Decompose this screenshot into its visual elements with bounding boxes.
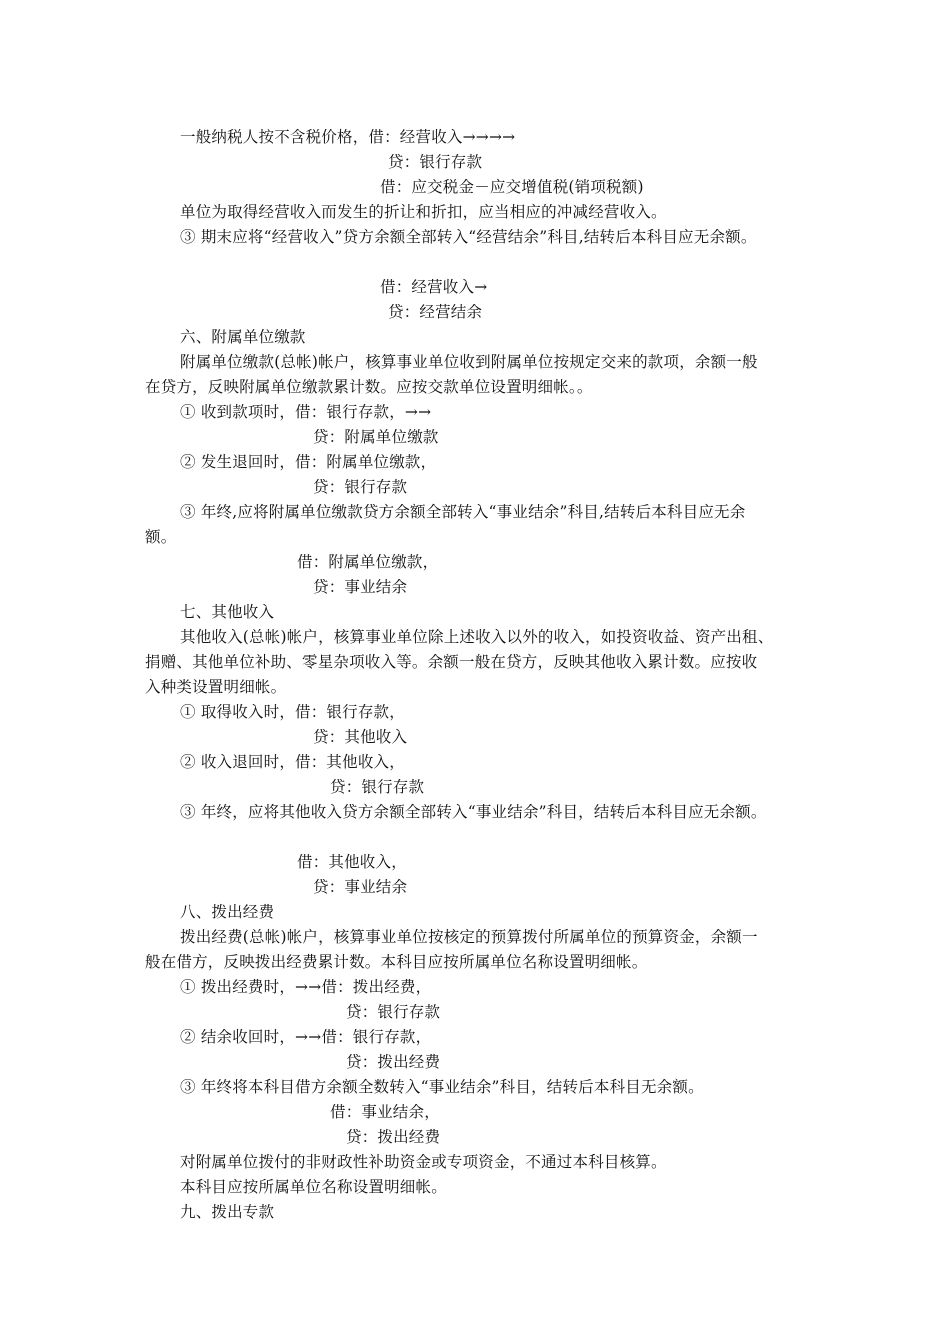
text-line: 入种类设置明细帐。 [145, 678, 287, 696]
text-line: ① 拨出经费时，→→借：拨出经费， [180, 978, 432, 996]
text-line: 对附属单位拨付的非财政性补助资金或专项资金，不通过本科目核算。 [180, 1153, 667, 1171]
text-line: 贷：银行存款 [313, 478, 408, 496]
text-line: 般在借方，反映拨出经费累计数。本科目应按所属单位名称设置明细帐。 [145, 953, 648, 971]
text-line: 贷：银行存款 [346, 1003, 441, 1021]
text-line: 借：应交税金－应交增值税(销项税额) [380, 178, 644, 196]
text-line: ① 取得收入时，借：银行存款， [180, 703, 405, 721]
section-heading: 六、附属单位缴款 [180, 328, 306, 346]
text-line: 其他收入(总帐)帐户，核算事业单位除上述收入以外的收入，如投资收益、资产出租、 [180, 628, 774, 646]
text-line: 借：附属单位缴款， [297, 553, 439, 571]
text-line: 借：事业结余， [330, 1103, 440, 1121]
text-line: ③ 年终，应将其他收入贷方余额全部转入“事业结余”科目，结转后本科目应无余额。 [180, 803, 767, 821]
text-line: 贷：银行存款 [330, 778, 425, 796]
text-line: ③ 年终,应将附属单位缴款贷方余额全部转入“事业结余”科目,结转后本科目应无余 [180, 503, 746, 521]
text-line: 额。 [145, 528, 177, 546]
text-line: 贷：银行存款 [388, 153, 483, 171]
text-line: 借：经营收入→ [380, 278, 488, 296]
text-line: ③ 期末应将“经营收入”贷方余额全部转入“经营结余”科目,结转后本科目应无余额。 [180, 228, 757, 246]
text-line: ② 发生退回时，借：附属单位缴款， [180, 453, 437, 471]
section-heading: 九、拨出专款 [180, 1203, 275, 1221]
text-line: 贷：其他收入 [313, 728, 408, 746]
text-line: 一般纳税人按不含税价格，借：经营收入→→→→ [180, 128, 516, 146]
text-line: 贷：拨出经费 [346, 1128, 441, 1146]
section-heading: 八、拨出经费 [180, 903, 275, 921]
text-line: 借：其他收入， [297, 853, 407, 871]
text-line: 拨出经费(总帐)帐户，核算事业单位按核定的预算拨付所属单位的预算资金，余额一 [180, 928, 758, 946]
text-line: 贷：事业结余 [313, 878, 408, 896]
text-line: ② 结余收回时，→→借：银行存款， [180, 1028, 432, 1046]
text-line: 捐赠、其他单位补助、零星杂项收入等。余额一般在贷方，反映其他收入累计数。应按收 [145, 653, 758, 671]
text-line: ① 收到款项时，借：银行存款，→→ [180, 403, 432, 421]
section-heading: 七、其他收入 [180, 603, 275, 621]
text-line: 本科目应按所属单位名称设置明细帐。 [180, 1178, 447, 1196]
text-line: 在贷方，反映附属单位缴款累计数。应按交款单位设置明细帐。。 [145, 378, 593, 396]
text-line: 贷：事业结余 [313, 578, 408, 596]
text-line: ③ 年终将本科目借方余额全数转入“事业结余”科目，结转后本科目无余额。 [180, 1078, 704, 1096]
text-line: 贷：附属单位缴款 [313, 428, 439, 446]
text-line: 贷：拨出经费 [346, 1053, 441, 1071]
text-line: 贷：经营结余 [388, 303, 483, 321]
text-line: 附属单位缴款(总帐)帐户，核算事业单位收到附属单位按规定交来的款项，余额一般 [180, 353, 758, 371]
text-line: ② 收入退回时，借：其他收入， [180, 753, 405, 771]
text-line: 单位为取得经营收入而发生的折让和折扣，应当相应的冲减经营收入。 [180, 203, 667, 221]
